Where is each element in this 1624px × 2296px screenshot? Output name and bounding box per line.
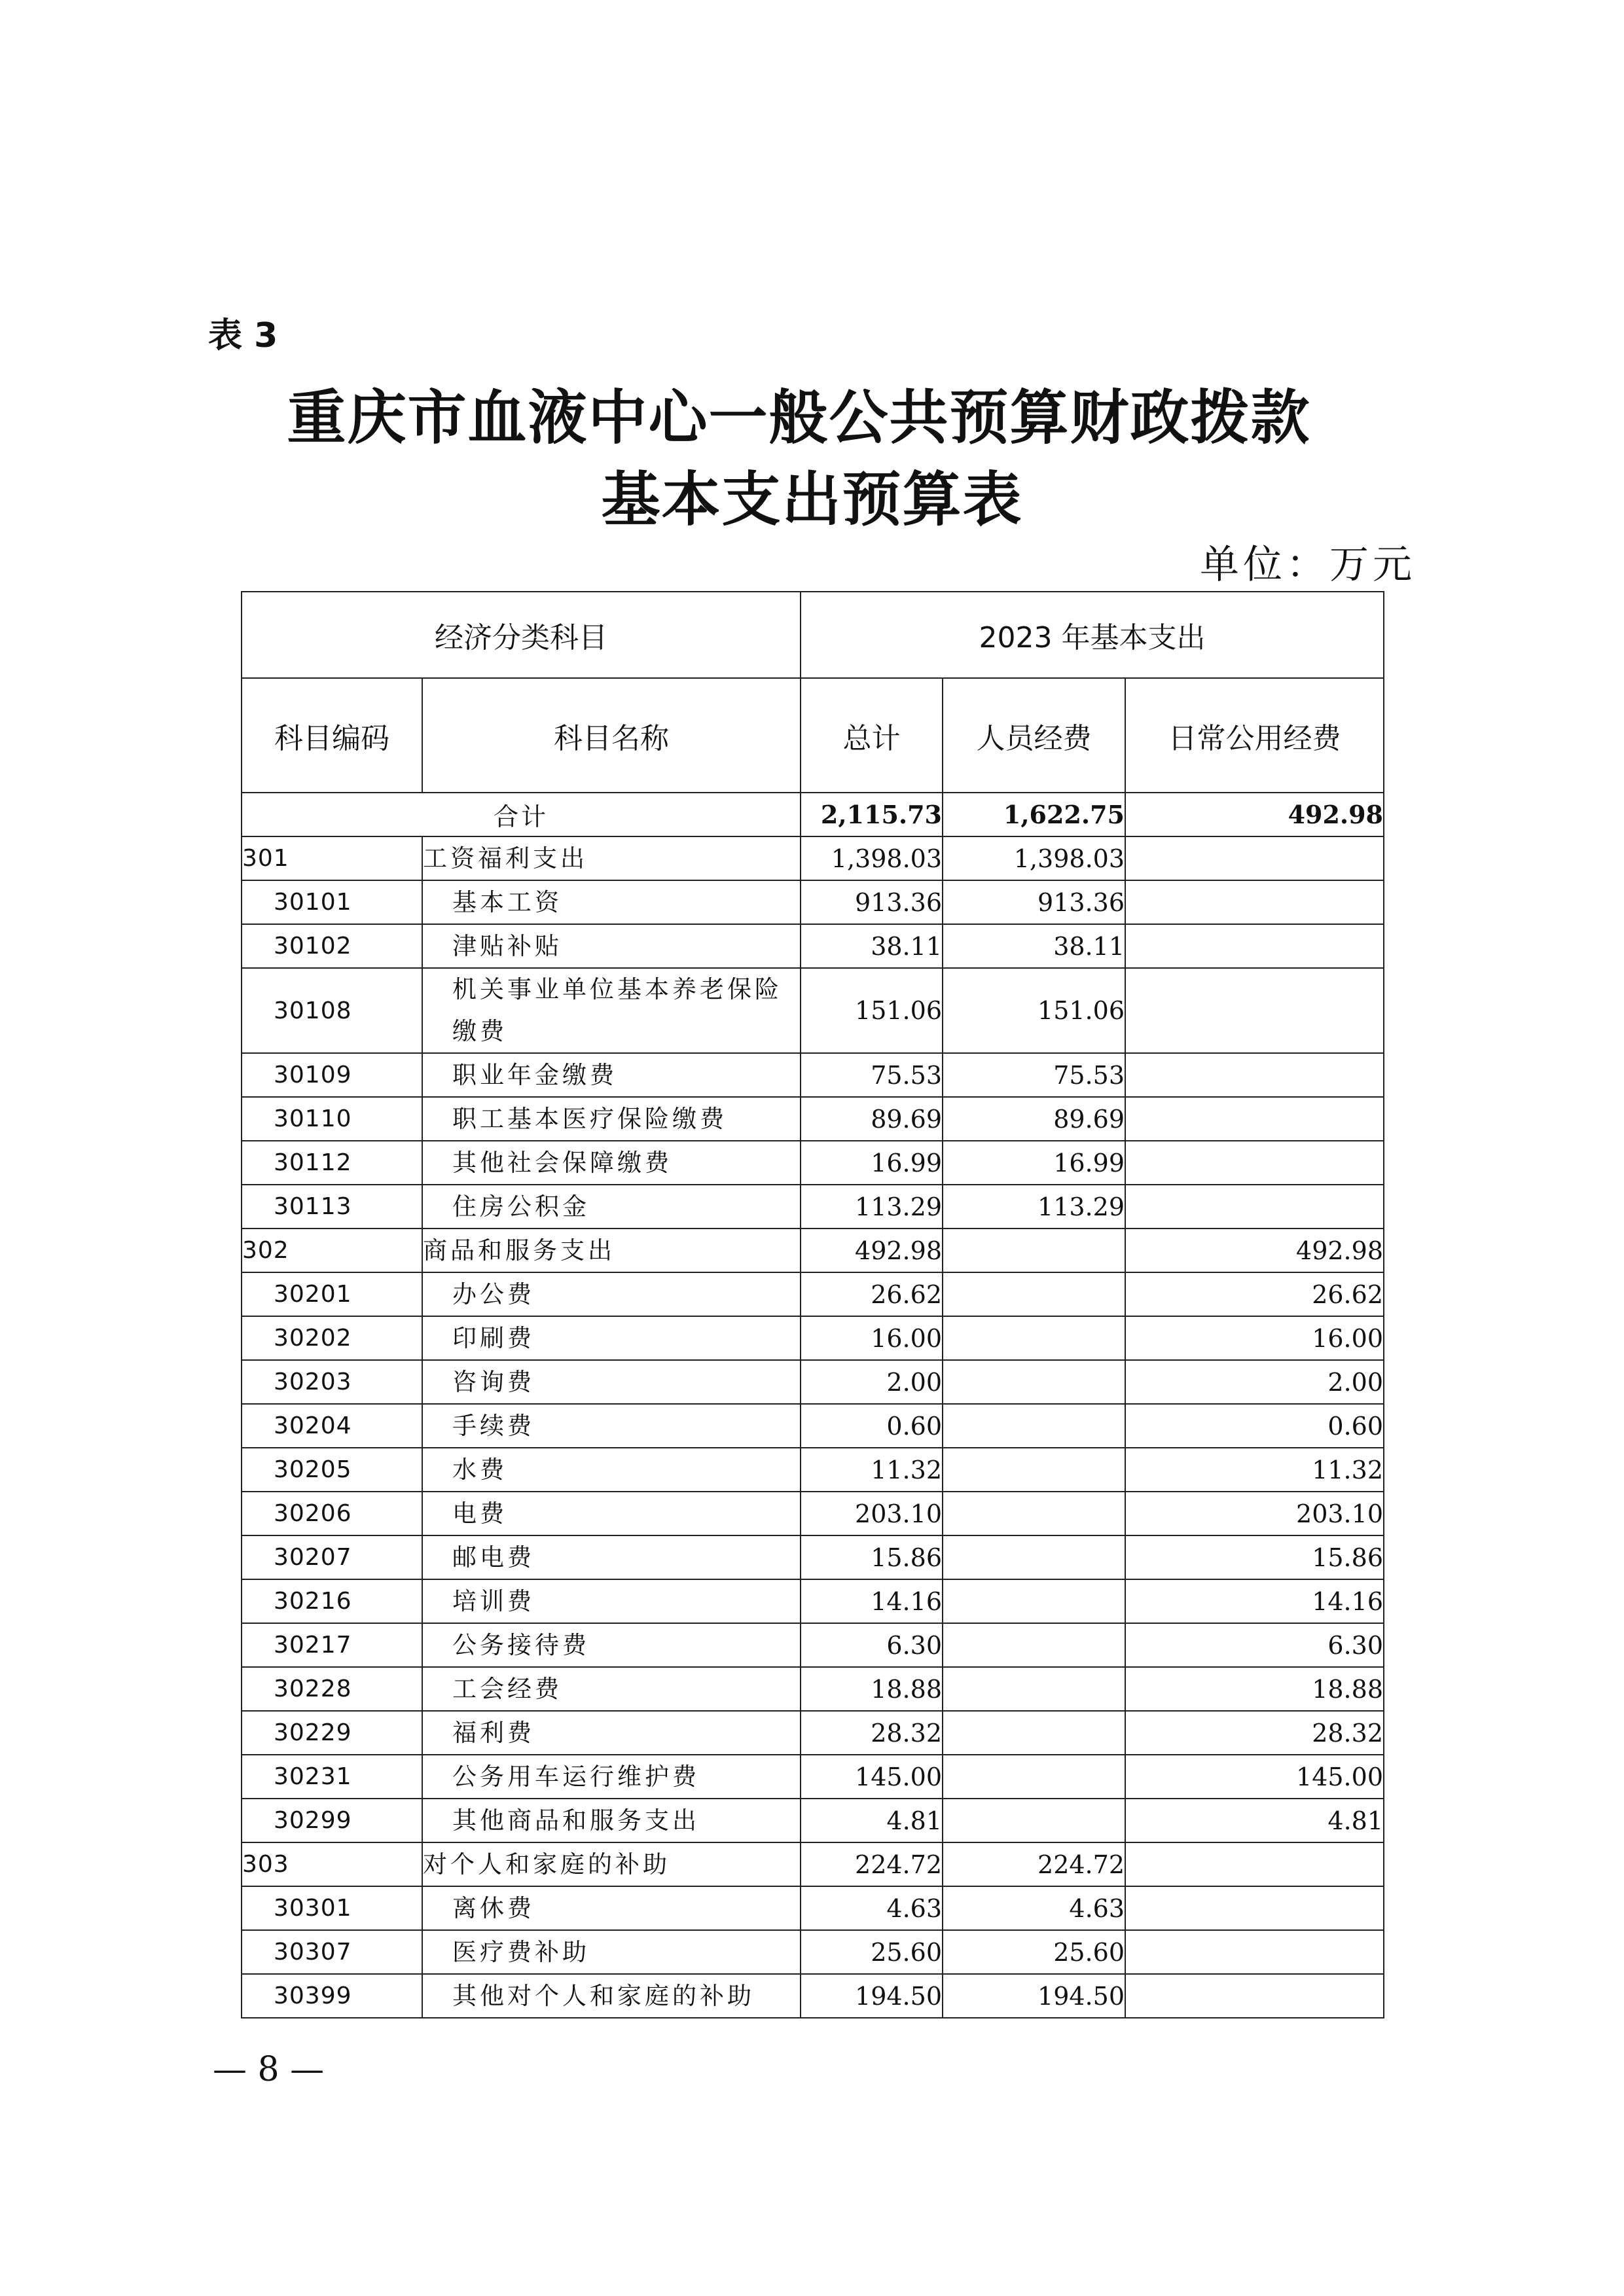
cell-public	[1125, 1185, 1384, 1229]
table-row	[242, 880, 1384, 924]
cell-code: 30207	[242, 1535, 422, 1579]
cell-name: 其他对个人和家庭的补助	[422, 1974, 801, 2018]
cell-code: 30113	[242, 1185, 422, 1229]
cell-public: 203.10	[1125, 1492, 1384, 1535]
cell-name: 商品和服务支出	[422, 1229, 801, 1272]
cell-code: 30299	[242, 1799, 422, 1842]
document-title-line2: 基本支出预算表	[601, 465, 1023, 534]
cell-personnel	[943, 1667, 1125, 1711]
cell-public	[1125, 836, 1384, 880]
cell-name: 职业年金缴费	[422, 1053, 801, 1097]
cell-code: 30216	[242, 1579, 422, 1623]
cell-personnel	[943, 1623, 1125, 1667]
cell-public	[1125, 1053, 1384, 1097]
table-body	[242, 793, 1384, 2018]
cell-code: 30112	[242, 1141, 422, 1185]
cell-public	[1125, 1974, 1384, 2018]
cell-public: 492.98	[1125, 1229, 1384, 1272]
table-row	[242, 1141, 1384, 1185]
cell-total: 4.63	[801, 1886, 943, 1930]
page-number: — 8 —	[213, 2050, 325, 2089]
cell-personnel	[943, 1272, 1125, 1316]
table-row	[242, 968, 1384, 1053]
cell-name: 医疗费补助	[422, 1930, 801, 1974]
cell-personnel	[943, 1229, 1125, 1272]
document-title-line1: 重庆市血液中心一般公共预算财政拨款	[287, 383, 1311, 452]
total-amount: 2,115.73	[801, 793, 943, 836]
table-row	[242, 1535, 1384, 1579]
table-row	[242, 1755, 1384, 1799]
cell-public: 15.86	[1125, 1535, 1384, 1579]
cell-public	[1125, 1930, 1384, 1974]
unit-label: 单位：万元	[1200, 542, 1416, 588]
cell-total: 4.81	[801, 1799, 943, 1842]
cell-public	[1125, 1097, 1384, 1141]
cell-code: 30205	[242, 1448, 422, 1492]
cell-code: 30307	[242, 1930, 422, 1974]
cell-personnel: 913.36	[943, 880, 1125, 924]
budget-table	[241, 591, 1384, 2018]
table-row	[242, 1448, 1384, 1492]
cell-total: 913.36	[801, 880, 943, 924]
cell-public: 11.32	[1125, 1448, 1384, 1492]
cell-total: 28.32	[801, 1711, 943, 1755]
cell-personnel: 224.72	[943, 1842, 1125, 1886]
table-row	[242, 1316, 1384, 1360]
cell-total: 25.60	[801, 1930, 943, 1974]
table-row	[242, 1229, 1384, 1272]
total-public: 492.98	[1125, 793, 1384, 836]
cell-personnel: 25.60	[943, 1930, 1125, 1974]
cell-personnel	[943, 1579, 1125, 1623]
table-row	[242, 1360, 1384, 1404]
cell-code: 30231	[242, 1755, 422, 1799]
cell-code: 30217	[242, 1623, 422, 1667]
cell-public: 14.16	[1125, 1579, 1384, 1623]
cell-public	[1125, 1842, 1384, 1886]
cell-name: 工会经费	[422, 1667, 801, 1711]
cell-code: 302	[242, 1229, 422, 1272]
cell-total: 2.00	[801, 1360, 943, 1404]
cell-name: 机关事业单位基本养老保险缴费	[422, 968, 801, 1053]
cell-total: 11.32	[801, 1448, 943, 1492]
cell-total: 224.72	[801, 1842, 943, 1886]
cell-total: 18.88	[801, 1667, 943, 1711]
cell-personnel	[943, 1492, 1125, 1535]
cell-public: 28.32	[1125, 1711, 1384, 1755]
total-row	[242, 793, 1384, 836]
cell-name: 津贴补贴	[422, 924, 801, 968]
cell-name: 咨询费	[422, 1360, 801, 1404]
cell-code: 30399	[242, 1974, 422, 2018]
table-row	[242, 1974, 1384, 2018]
cell-code: 30228	[242, 1667, 422, 1711]
cell-total: 75.53	[801, 1053, 943, 1097]
cell-code: 30101	[242, 880, 422, 924]
cell-total: 1,398.03	[801, 836, 943, 880]
table-row	[242, 836, 1384, 880]
cell-public: 145.00	[1125, 1755, 1384, 1799]
cell-public	[1125, 924, 1384, 968]
table-row	[242, 1185, 1384, 1229]
cell-name: 手续费	[422, 1404, 801, 1448]
cell-code: 30201	[242, 1272, 422, 1316]
cell-personnel	[943, 1316, 1125, 1360]
table-label: 表 3	[208, 316, 278, 355]
cell-personnel: 194.50	[943, 1974, 1125, 2018]
cell-code: 30301	[242, 1886, 422, 1930]
cell-total: 16.00	[801, 1316, 943, 1360]
cell-total: 151.06	[801, 968, 943, 1053]
cell-personnel: 113.29	[943, 1185, 1125, 1229]
cell-public: 26.62	[1125, 1272, 1384, 1316]
cell-total: 14.16	[801, 1579, 943, 1623]
cell-name: 印刷费	[422, 1316, 801, 1360]
column-header-name: 科目名称	[422, 678, 801, 793]
column-header-code: 科目编码	[242, 678, 422, 793]
table-row	[242, 924, 1384, 968]
cell-public: 2.00	[1125, 1360, 1384, 1404]
cell-name: 电费	[422, 1492, 801, 1535]
total-personnel: 1,622.75	[943, 793, 1125, 836]
cell-total: 113.29	[801, 1185, 943, 1229]
table-row	[242, 1842, 1384, 1886]
cell-total: 6.30	[801, 1623, 943, 1667]
total-label: 合计	[242, 793, 801, 836]
cell-name: 水费	[422, 1448, 801, 1492]
column-header-public: 日常公用经费	[1125, 678, 1384, 793]
cell-public	[1125, 1141, 1384, 1185]
cell-total: 145.00	[801, 1755, 943, 1799]
table-row	[242, 1053, 1384, 1097]
cell-public	[1125, 968, 1384, 1053]
cell-name: 离休费	[422, 1886, 801, 1930]
cell-public: 16.00	[1125, 1316, 1384, 1360]
cell-code: 303	[242, 1842, 422, 1886]
cell-personnel	[943, 1711, 1125, 1755]
column-header-personnel: 人员经费	[943, 678, 1125, 793]
cell-code: 301	[242, 836, 422, 880]
cell-total: 15.86	[801, 1535, 943, 1579]
cell-personnel	[943, 1799, 1125, 1842]
cell-total: 89.69	[801, 1097, 943, 1141]
cell-code: 30206	[242, 1492, 422, 1535]
table-row	[242, 1097, 1384, 1141]
cell-public: 18.88	[1125, 1667, 1384, 1711]
cell-total: 0.60	[801, 1404, 943, 1448]
cell-personnel: 75.53	[943, 1053, 1125, 1097]
table-row	[242, 1272, 1384, 1316]
cell-total: 38.11	[801, 924, 943, 968]
cell-name: 办公费	[422, 1272, 801, 1316]
cell-total: 203.10	[801, 1492, 943, 1535]
cell-code: 30102	[242, 924, 422, 968]
cell-public	[1125, 880, 1384, 924]
cell-public: 4.81	[1125, 1799, 1384, 1842]
cell-personnel: 151.06	[943, 968, 1125, 1053]
cell-code: 30108	[242, 968, 422, 1053]
cell-personnel	[943, 1360, 1125, 1404]
cell-personnel	[943, 1448, 1125, 1492]
cell-name: 公务接待费	[422, 1623, 801, 1667]
cell-personnel: 1,398.03	[943, 836, 1125, 880]
table-row	[242, 1404, 1384, 1448]
cell-name: 住房公积金	[422, 1185, 801, 1229]
cell-public	[1125, 1886, 1384, 1930]
cell-code: 30229	[242, 1711, 422, 1755]
cell-personnel	[943, 1535, 1125, 1579]
header-expenditure: 2023 年基本支出	[801, 592, 1384, 678]
table-row	[242, 1579, 1384, 1623]
table-row	[242, 1492, 1384, 1535]
cell-personnel	[943, 1404, 1125, 1448]
table-row	[242, 1886, 1384, 1930]
cell-personnel	[943, 1755, 1125, 1799]
table-row	[242, 1667, 1384, 1711]
cell-code: 30110	[242, 1097, 422, 1141]
cell-name: 职工基本医疗保险缴费	[422, 1097, 801, 1141]
table-row	[242, 1711, 1384, 1755]
table-row	[242, 1930, 1384, 1974]
cell-personnel: 16.99	[943, 1141, 1125, 1185]
cell-personnel: 38.11	[943, 924, 1125, 968]
header-classification: 经济分类科目	[242, 592, 801, 678]
cell-personnel: 4.63	[943, 1886, 1125, 1930]
cell-name: 对个人和家庭的补助	[422, 1842, 801, 1886]
cell-total: 194.50	[801, 1974, 943, 2018]
cell-name: 邮电费	[422, 1535, 801, 1579]
cell-name: 基本工资	[422, 880, 801, 924]
cell-code: 30202	[242, 1316, 422, 1360]
table-row	[242, 1623, 1384, 1667]
column-header-total: 总计	[801, 678, 943, 793]
cell-code: 30109	[242, 1053, 422, 1097]
table-row	[242, 1799, 1384, 1842]
cell-total: 26.62	[801, 1272, 943, 1316]
cell-personnel: 89.69	[943, 1097, 1125, 1141]
cell-name: 工资福利支出	[422, 836, 801, 880]
cell-total: 492.98	[801, 1229, 943, 1272]
cell-name: 培训费	[422, 1579, 801, 1623]
cell-name: 其他商品和服务支出	[422, 1799, 801, 1842]
cell-code: 30203	[242, 1360, 422, 1404]
cell-total: 16.99	[801, 1141, 943, 1185]
cell-name: 其他社会保障缴费	[422, 1141, 801, 1185]
cell-name: 公务用车运行维护费	[422, 1755, 801, 1799]
cell-public: 0.60	[1125, 1404, 1384, 1448]
cell-public: 6.30	[1125, 1623, 1384, 1667]
cell-name: 福利费	[422, 1711, 801, 1755]
cell-code: 30204	[242, 1404, 422, 1448]
